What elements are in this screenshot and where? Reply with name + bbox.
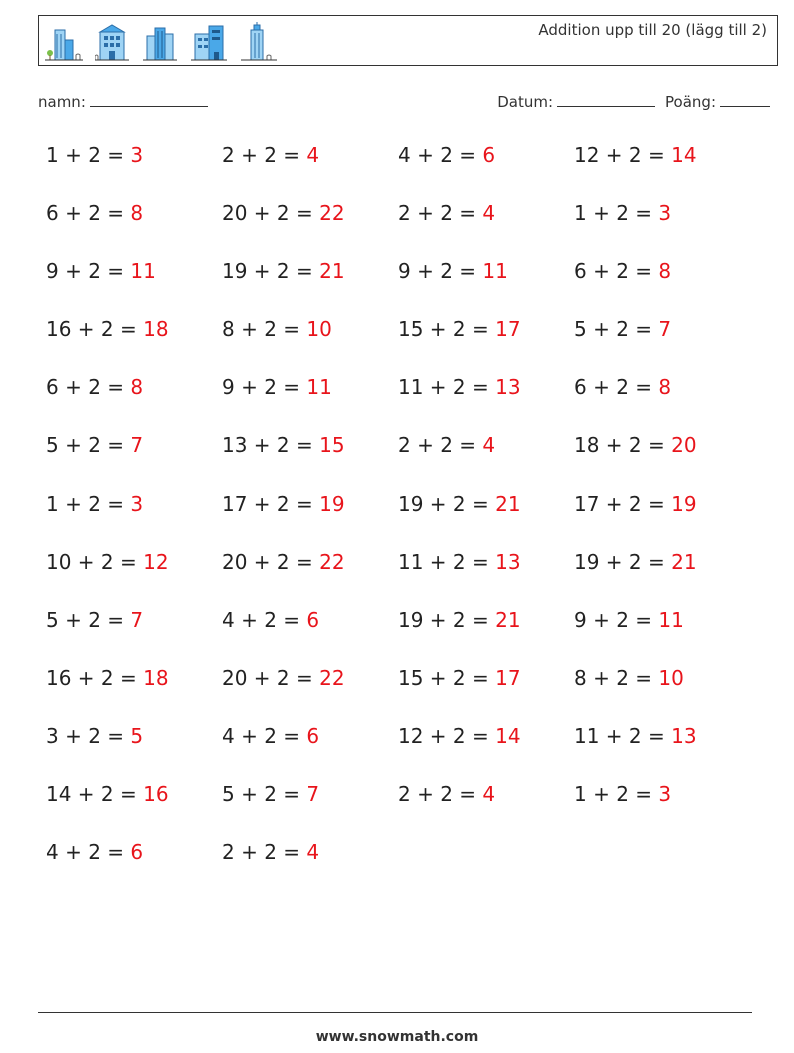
problem-question: 2 + 2 = (222, 143, 307, 167)
problem-cell (574, 608, 750, 632)
problem-answer: 10 (306, 317, 332, 342)
office-building-icon (95, 22, 129, 62)
problem-row (46, 550, 766, 608)
problem-cell (398, 608, 574, 632)
problem-question: 9 + 2 = (46, 259, 131, 284)
problem-question: 6 + 2 = (46, 375, 131, 400)
problem-cell (46, 433, 222, 457)
problem-question: 16 + 2 = (46, 317, 144, 342)
problem-cell (222, 143, 398, 167)
problem-answer: 4 (482, 201, 496, 226)
problem-answer: 18 (143, 317, 169, 342)
problem-answer: 16 (143, 782, 169, 807)
problem-cell (574, 666, 750, 690)
date-label: Datum: (497, 93, 554, 111)
problem-answer: 22 (319, 665, 345, 690)
problem-cell (574, 492, 750, 516)
problem-question: 19 + 2 = (398, 491, 496, 516)
score-line[interactable] (720, 92, 770, 107)
problem-cell (398, 782, 574, 806)
problem-answer: 7 (130, 607, 144, 632)
problem-row (46, 375, 766, 433)
problem-answer: 3 (658, 782, 672, 807)
problem-answer: 6 (482, 143, 496, 167)
problem-cell (222, 550, 398, 574)
problem-cell (46, 375, 222, 399)
problem-question: 11 + 2 = (398, 549, 496, 574)
problem-question: 3 + 2 = (46, 723, 131, 748)
problem-cell (398, 259, 574, 283)
problem-answer: 21 (671, 549, 697, 574)
problem-answer: 19 (319, 491, 345, 516)
problem-answer: 4 (306, 840, 320, 865)
problem-cell (222, 782, 398, 806)
problem-question: 2 + 2 = (398, 201, 483, 226)
problem-cell (398, 724, 574, 748)
problem-row (46, 317, 766, 375)
name-field (38, 92, 208, 111)
problem-answer: 22 (319, 201, 345, 226)
problem-cell (46, 840, 222, 864)
problem-question: 6 + 2 = (574, 259, 659, 284)
problem-answer: 7 (658, 317, 672, 342)
date-line[interactable] (557, 92, 655, 107)
problem-answer: 13 (495, 375, 521, 400)
problem-question: 2 + 2 = (398, 433, 483, 458)
problem-cell (398, 433, 574, 457)
problem-answer: 6 (306, 607, 320, 632)
problem-answer: 17 (495, 665, 521, 690)
header-box (38, 15, 778, 66)
problem-question: 8 + 2 = (222, 317, 307, 342)
problem-cell (46, 666, 222, 690)
problem-question: 12 + 2 = (574, 143, 672, 167)
problem-question: 4 + 2 = (222, 607, 307, 632)
problem-question: 20 + 2 = (222, 201, 320, 226)
problem-cell (46, 550, 222, 574)
footer-divider (38, 1012, 752, 1013)
problem-row (46, 840, 766, 898)
meta-row (38, 92, 770, 116)
problem-answer: 4 (482, 433, 496, 458)
problem-answer: 13 (495, 549, 521, 574)
problem-question: 2 + 2 = (398, 782, 483, 807)
problem-answer: 3 (658, 201, 672, 226)
problem-answer: 17 (495, 317, 521, 342)
problem-cell (222, 433, 398, 457)
problem-question: 1 + 2 = (46, 143, 131, 167)
problem-cell (222, 201, 398, 225)
problem-cell (574, 433, 750, 457)
problem-question: 4 + 2 = (398, 143, 483, 167)
problem-answer: 7 (306, 782, 320, 807)
problem-cell (46, 492, 222, 516)
problem-answer: 11 (658, 607, 684, 632)
problem-question: 9 + 2 = (398, 259, 483, 284)
problem-cell (222, 375, 398, 399)
twin-towers-icon (141, 22, 179, 62)
worksheet-title: Addition upp till 20 (lägg till 2) (538, 21, 767, 39)
problem-answer: 3 (130, 143, 144, 167)
problem-question: 18 + 2 = (574, 433, 672, 458)
problem-row (46, 201, 766, 259)
problem-question: 9 + 2 = (222, 375, 307, 400)
problem-cell (574, 259, 750, 283)
problem-question: 15 + 2 = (398, 665, 496, 690)
problem-question: 5 + 2 = (46, 607, 131, 632)
problem-question: 17 + 2 = (574, 491, 672, 516)
problem-cell (398, 201, 574, 225)
problem-cell (574, 143, 750, 167)
problem-cell (398, 143, 574, 167)
skyscraper-icon (239, 22, 277, 62)
problem-cell (398, 550, 574, 574)
problem-cell (398, 317, 574, 341)
block-building-icon (191, 22, 227, 62)
problem-question: 20 + 2 = (222, 665, 320, 690)
problem-cell (46, 201, 222, 225)
problem-cell (222, 724, 398, 748)
problem-question: 11 + 2 = (398, 375, 496, 400)
problem-cell (574, 550, 750, 574)
problem-question: 17 + 2 = (222, 491, 320, 516)
score-label: Poäng: (665, 93, 716, 111)
problem-question: 2 + 2 = (222, 840, 307, 865)
problem-cell (574, 375, 750, 399)
problem-cell (398, 666, 574, 690)
problem-answer: 11 (306, 375, 332, 400)
problem-cell (46, 259, 222, 283)
problem-answer: 6 (306, 723, 320, 748)
problem-answer: 21 (495, 491, 521, 516)
problem-question: 6 + 2 = (574, 375, 659, 400)
problem-question: 5 + 2 = (46, 433, 131, 458)
problem-answer: 18 (143, 665, 169, 690)
problem-cell (398, 492, 574, 516)
problem-answer: 5 (130, 723, 144, 748)
problem-question: 5 + 2 = (222, 782, 307, 807)
problem-question: 4 + 2 = (46, 840, 131, 865)
problem-answer: 6 (130, 840, 144, 865)
problem-row (46, 724, 766, 782)
problem-cell (46, 143, 222, 167)
problem-question: 8 + 2 = (574, 665, 659, 690)
problem-cell (222, 666, 398, 690)
problem-row (46, 666, 766, 724)
problem-row (46, 492, 766, 550)
problem-question: 10 + 2 = (46, 549, 144, 574)
problem-grid (46, 143, 766, 898)
problem-cell (46, 317, 222, 341)
problem-cell (46, 608, 222, 632)
problem-question: 19 + 2 = (574, 549, 672, 574)
problem-answer: 10 (658, 665, 684, 690)
problem-question: 15 + 2 = (398, 317, 496, 342)
problem-question: 16 + 2 = (46, 665, 144, 690)
problem-answer: 8 (658, 375, 672, 400)
problem-question: 19 + 2 = (398, 607, 496, 632)
problem-question: 6 + 2 = (46, 201, 131, 226)
problem-question: 19 + 2 = (222, 259, 320, 284)
problem-question: 9 + 2 = (574, 607, 659, 632)
problem-answer: 14 (495, 723, 521, 748)
problem-cell (222, 492, 398, 516)
problem-answer: 8 (130, 375, 144, 400)
problem-question: 1 + 2 = (46, 491, 131, 516)
problem-cell (46, 724, 222, 748)
problem-answer: 21 (495, 607, 521, 632)
problem-question: 14 + 2 = (46, 782, 144, 807)
problem-answer: 13 (671, 723, 697, 748)
problem-answer: 3 (130, 491, 144, 516)
problem-answer: 21 (319, 259, 345, 284)
footer-url: www.snowmath.com (315, 1029, 479, 1045)
problem-answer: 19 (671, 491, 697, 516)
problem-question: 20 + 2 = (222, 549, 320, 574)
problem-answer: 14 (671, 143, 697, 167)
problem-question: 13 + 2 = (222, 433, 320, 458)
problem-cell (398, 375, 574, 399)
building-with-tree-icon (43, 22, 83, 62)
problem-question: 5 + 2 = (574, 317, 659, 342)
problem-answer: 11 (130, 259, 156, 284)
header-icons (43, 22, 277, 62)
problem-answer: 20 (671, 433, 697, 458)
problem-cell (222, 840, 398, 864)
problem-question: 1 + 2 = (574, 201, 659, 226)
problem-question: 12 + 2 = (398, 723, 496, 748)
problem-answer: 4 (306, 143, 320, 167)
problem-answer: 4 (482, 782, 496, 807)
problem-question: 1 + 2 = (574, 782, 659, 807)
name-label: namn: (38, 93, 86, 111)
name-line[interactable] (90, 92, 208, 107)
problem-question: 11 + 2 = (574, 723, 672, 748)
problem-question: 4 + 2 = (222, 723, 307, 748)
date-score-fields (497, 92, 770, 111)
problem-answer: 11 (482, 259, 508, 284)
problem-cell (222, 259, 398, 283)
problem-answer: 8 (658, 259, 672, 284)
problem-cell (46, 782, 222, 806)
problem-row (46, 259, 766, 317)
problem-cell (574, 782, 750, 806)
problem-answer: 12 (143, 549, 169, 574)
problem-row (46, 143, 766, 201)
problem-answer: 22 (319, 549, 345, 574)
problem-row (46, 782, 766, 840)
problem-row (46, 433, 766, 491)
problem-cell (222, 608, 398, 632)
problem-answer: 8 (130, 201, 144, 226)
problem-cell (574, 724, 750, 748)
problem-cell (222, 317, 398, 341)
problem-row (46, 608, 766, 666)
problem-answer: 15 (319, 433, 345, 458)
problem-cell (574, 317, 750, 341)
problem-cell (574, 201, 750, 225)
problem-answer: 7 (130, 433, 144, 458)
